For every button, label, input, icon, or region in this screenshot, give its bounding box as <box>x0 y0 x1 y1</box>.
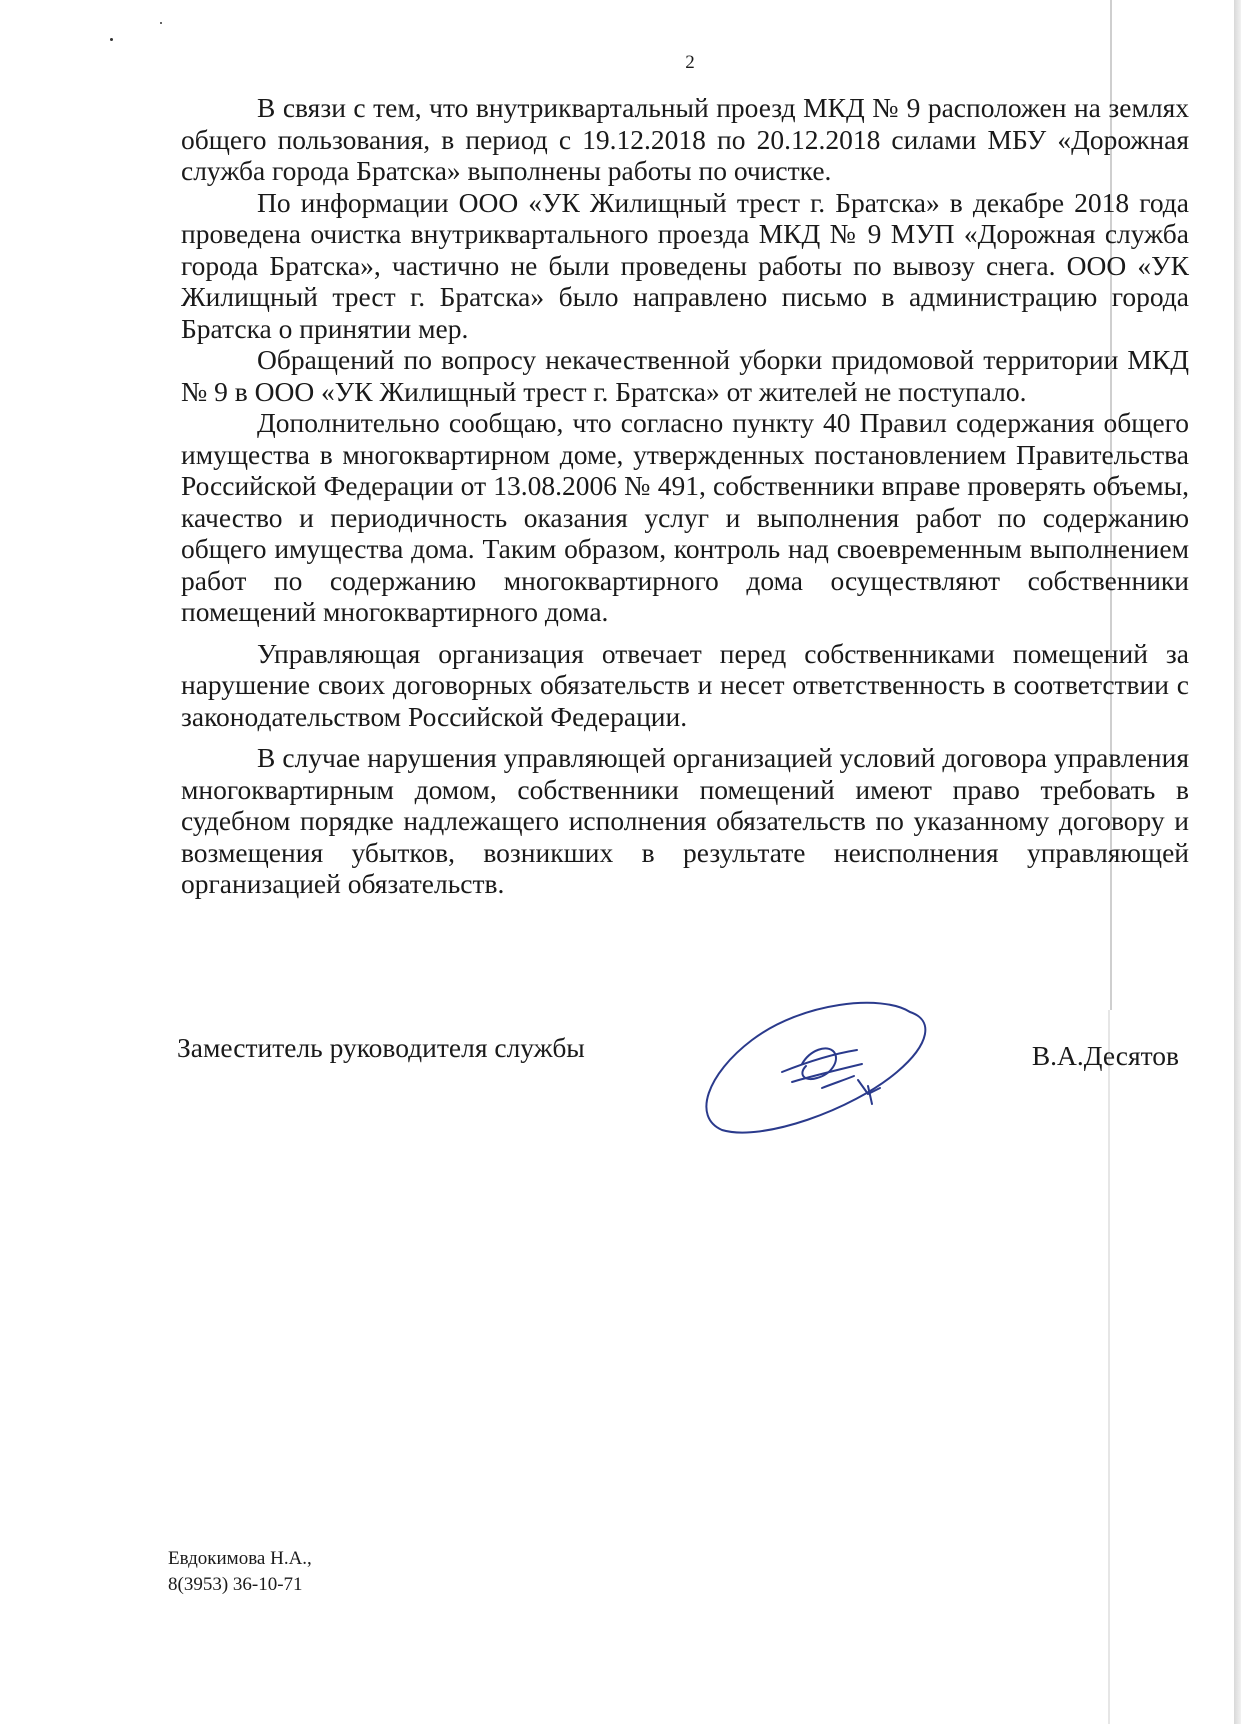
handwritten-signature <box>682 992 942 1142</box>
page-number: 2 <box>685 52 695 73</box>
executor-name: Евдокимова Н.А., <box>168 1548 312 1569</box>
executor-phone: 8(3953) 36-10-71 <box>168 1574 303 1595</box>
paragraph-management-company-info: По информации ООО «УК Жилищный трест г. Братска» в декабре 2018 года проведена очистка внутриквартального проезда МКД № 9 МУП «Дорожная служба города Братска», частично не были проведены работы по вывозу снега. ООО «УК Жилищный трест г. Братска» было направлено письмо в администрацию города Братска о принятии мер. <box>181 186 1189 344</box>
signature-block <box>177 1030 1189 1150</box>
scan-speck <box>160 22 162 24</box>
executor-info <box>168 1546 312 1598</box>
paragraph-snow-clearing: В связи с тем, что внутриквартальный проезд МКД № 9 расположен на землях общего пользования, в период с 19.12.2018 по 20.12.2018 силами МБУ «Дорожная служба города Братска» выполнены работы по очистке. <box>181 92 1189 186</box>
paragraph-owners-control: Дополнительно сообщаю, что согласно пункту 40 Правил содержания общего имущества в многоквартирном доме, утвержденных постановлением Правительства Российской Федерации от 13.08.2006 № 491, собственники вправе проверять объемы, качество и периодичность оказания услуг и выполнения работ по содержанию общего имущества дома. Таким образом, контроль над своевременным выполнением работ по содержанию многоквартирного дома осуществляют собственники помещений многоквартирного дома. <box>181 407 1189 627</box>
signatory-name: В.А.Десятов <box>1031 1040 1179 1071</box>
paragraph-court-rights: В случае нарушения управляющей организацией условий договора управления многоквартирным домом, собственники помещений имеют право требовать в судебном порядке надлежащего исполнения обязательств по указанному договору и возмещения убытков, возникших в результате неисполнения управляющей организацией обязательств. <box>181 742 1189 899</box>
letter-body <box>181 92 1189 900</box>
scan-edge <box>1234 0 1241 1724</box>
paragraph-liability: Управляющая организация отвечает перед собственниками помещений за нарушение своих договорных обязательств и несет ответственность в соответствии с законодательством Российской Федерации. <box>181 637 1189 732</box>
paragraph-no-complaints: Обращений по вопросу некачественной уборки придомовой территории МКД № 9 в ООО «УК Жилищный трест г. Братска» от жителей не поступало. <box>181 344 1189 407</box>
signatory-title: Заместитель руководителя службы <box>177 1032 585 1063</box>
scan-speck <box>110 38 113 41</box>
